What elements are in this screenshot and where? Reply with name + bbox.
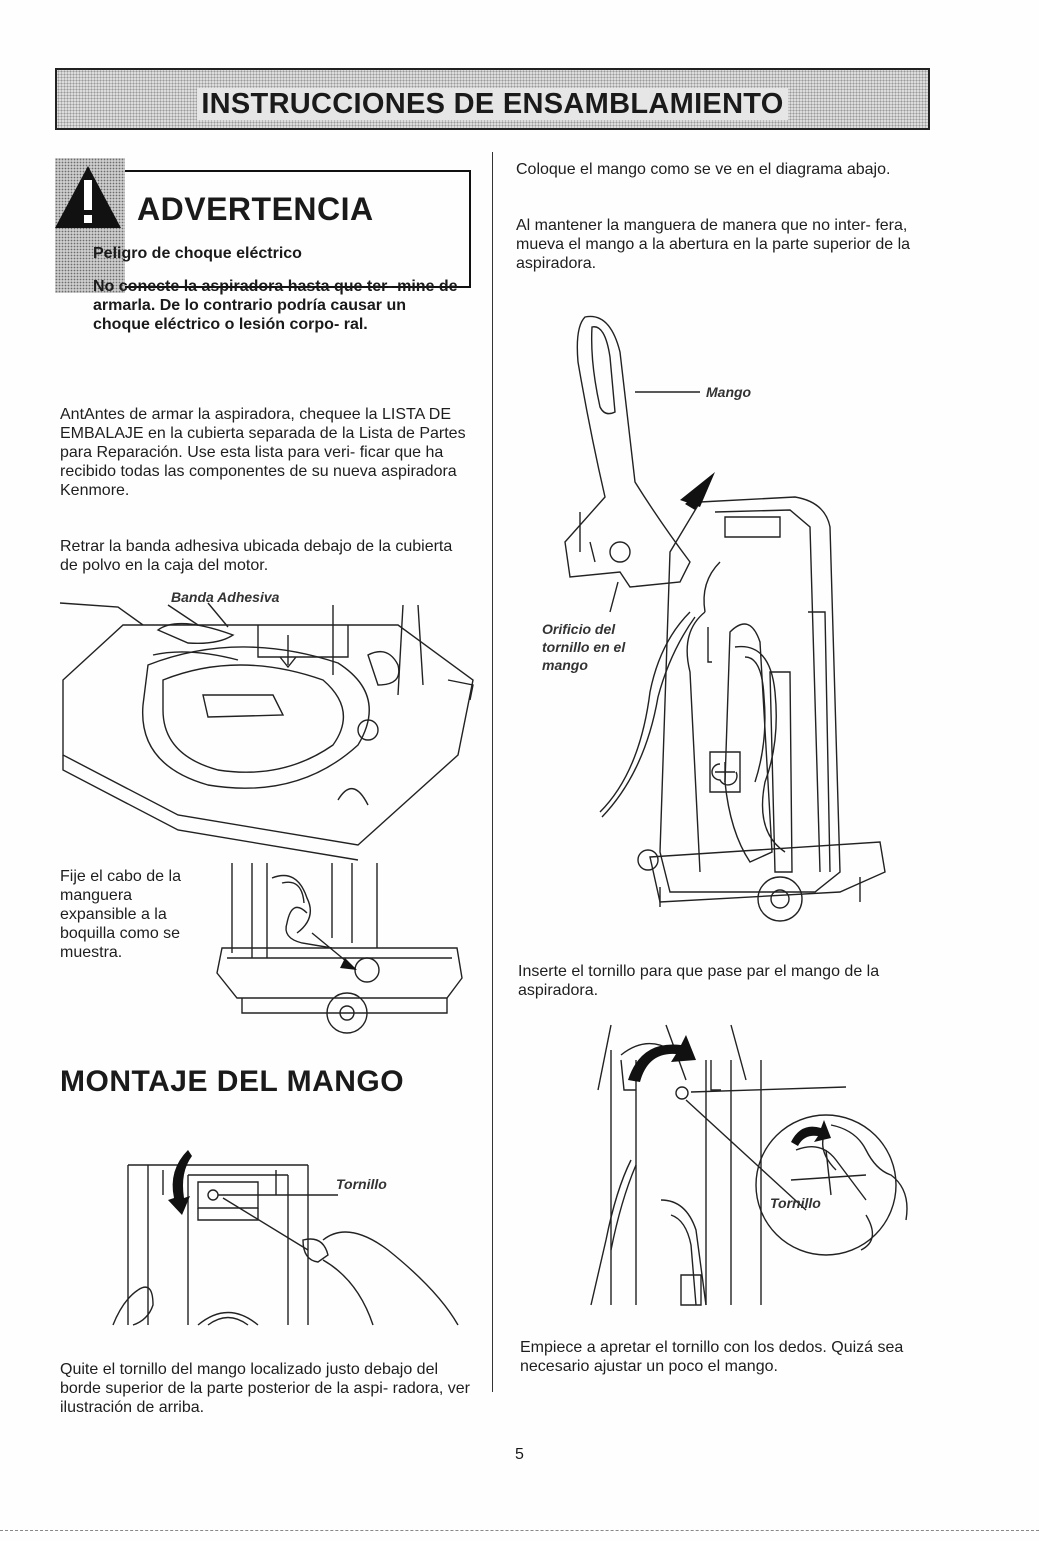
page-number: 5 <box>515 1446 524 1463</box>
right-paragraph-3: Inserte el tornillo para que pase par el mango de la aspiradora. <box>518 963 880 999</box>
remove-screw-illustration <box>108 1140 468 1350</box>
warning-body: No conecte la aspiradora hasta que ter- mine de armarla. De lo contrario podría causar un choque eléctrico o lesión corpo- ral. <box>93 278 458 333</box>
warning-triangle-icon <box>55 158 125 293</box>
right-paragraph-1: Coloque el mango como se ve en el diagrama abajo. <box>516 161 891 178</box>
right-paragraph-2: Al mantener la manguera de manera que no inter- fera, mueva el mango a la abertura en la parte superior de la aspiradora. <box>516 217 911 272</box>
section-title: INSTRUCCIONES DE ENSAMBLAMIENTO <box>197 88 787 120</box>
heading-montaje-del-mango: MONTAJE DEL MANGO <box>60 1065 405 1098</box>
left-paragraph-2: Retrar la banda adhesiva ubicada debajo de la cubierta de polvo en la caja del motor. <box>60 538 453 574</box>
warning-box <box>73 170 471 288</box>
section-banner <box>55 68 930 130</box>
left-paragraph-3: Fije el cabo de la manguera expansible a la boquilla como se muestra. <box>60 868 181 961</box>
label-banda-adhesiva: Banda Adhesiva <box>171 589 280 605</box>
left-paragraph-4: Quite el tornillo del mango localizado justo debajo del borde superior de la parte posterior de la aspi- radora, ver ilustración de arriba. <box>60 1361 470 1416</box>
label-orificio-del-tornillo: Orificio del tornillo en el mango <box>542 621 626 673</box>
hose-attach-illustration <box>212 858 472 1048</box>
right-paragraph-4: Empiece a apretar el tornillo con los dedos. Quizá sea necesario ajustar un poco el mango. <box>520 1339 904 1375</box>
bottom-rule <box>0 1530 1039 1532</box>
column-divider <box>492 152 493 1392</box>
label-tornillo-right: Tornillo <box>770 1195 821 1211</box>
warning-subtitle: Peligro de choque eléctrico <box>93 245 302 262</box>
tighten-screw-illustration <box>536 1020 926 1310</box>
left-paragraph-1: AntAntes de armar la aspiradora, chequee la LISTA DE EMBALAJE en la cubierta separada de la Lista de Partes para Reparación. Use esta lista para veri- ficar que ha recibido todas las componentes de su nueva aspiradora Kenmore. <box>60 406 466 499</box>
label-mango: Mango <box>706 384 752 400</box>
label-tornillo-left: Tornillo <box>336 1176 387 1192</box>
warning-title: ADVERTENCIA <box>137 191 374 227</box>
adhesive-band-illustration <box>58 585 478 850</box>
